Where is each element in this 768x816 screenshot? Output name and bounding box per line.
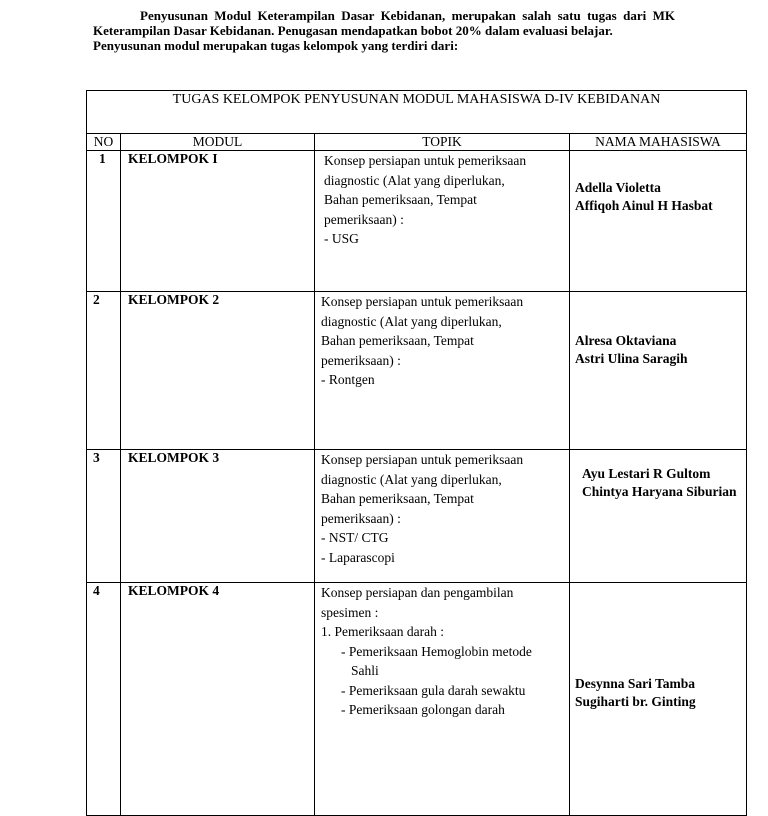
header-modul: MODUL	[121, 134, 315, 151]
header-no: NO	[87, 134, 121, 151]
topik-line: pemeriksaan) :	[321, 510, 401, 526]
student-name: Adella Violetta	[575, 180, 661, 195]
table-header-row	[87, 134, 747, 151]
row-modul: KELOMPOK 3	[121, 450, 315, 583]
row-no: 4	[87, 583, 121, 816]
topik-line: pemeriksaan) :	[321, 352, 401, 368]
topik-line: Konsep persiapan untuk pemeriksaan	[321, 452, 524, 467]
topik-bullet: - Laparascopi	[321, 549, 395, 565]
row-nama	[570, 583, 747, 816]
row-topik	[315, 583, 570, 816]
topik-line: diagnostic (Alat yang diperlukan,	[321, 471, 502, 487]
student-name: Ayu Lestari R Gultom	[582, 466, 711, 481]
table-row	[87, 151, 747, 292]
topik-line: spesimen :	[321, 604, 379, 620]
table-row	[87, 450, 747, 583]
student-name: Affiqoh Ainul H Hasbat	[575, 198, 713, 213]
table-title: TUGAS KELOMPOK PENYUSUNAN MODUL MAHASISWA D-IV KEBIDANAN	[172, 92, 661, 107]
topik-line: Bahan pemeriksaan, Tempat	[321, 333, 474, 348]
topik-subitem: - Pemeriksaan Hemoglobin metode	[341, 643, 532, 659]
topik-line: diagnostic (Alat yang diperlukan,	[324, 172, 505, 188]
header-nama: NAMA MAHASISWA	[570, 134, 747, 151]
row-topik	[315, 151, 570, 292]
header-topik: TOPIK	[315, 134, 570, 151]
intro-line: Penyusunan modul merupakan tugas kelompok yang terdiri dari:	[93, 38, 459, 53]
row-no: 1	[87, 151, 121, 292]
assignment-table	[86, 90, 747, 816]
row-modul: KELOMPOK I	[121, 151, 315, 292]
student-name: Chintya Haryana Siburian	[582, 484, 737, 499]
student-name: Desynna Sari Tamba	[575, 676, 696, 691]
table-title-cell	[87, 91, 747, 134]
row-nama	[570, 151, 747, 292]
intro-text	[93, 8, 675, 53]
topik-bullet: - NST/ CTG	[321, 530, 389, 545]
table-row	[87, 583, 747, 816]
topik-bullet: - USG	[324, 231, 359, 246]
student-name: Alresa Oktaviana	[575, 333, 677, 348]
topik-line: pemeriksaan) :	[324, 211, 404, 227]
topik-line: Bahan pemeriksaan, Tempat	[324, 192, 477, 207]
row-modul: KELOMPOK 4	[121, 583, 315, 816]
topik-line: diagnostic (Alat yang diperlukan,	[321, 313, 502, 329]
table-row	[87, 292, 747, 450]
row-nama	[570, 450, 747, 583]
topik-line: Konsep persiapan untuk pemeriksaan	[321, 294, 524, 309]
topik-numbered-item: 1. Pemeriksaan darah :	[321, 624, 444, 639]
topik-subitem: - Pemeriksaan golongan darah	[341, 702, 505, 717]
student-name: Sugiharti br. Ginting	[575, 694, 696, 709]
topik-bullet: - Rontgen	[321, 372, 375, 387]
row-nama	[570, 292, 747, 450]
topik-line: Konsep persiapan dan pengambilan	[321, 585, 514, 600]
topik-subitem: - Pemeriksaan gula darah sewaktu	[341, 682, 526, 698]
topik-line: Bahan pemeriksaan, Tempat	[321, 491, 474, 506]
intro-paragraph: Penyusunan Modul Keterampilan Dasar Kebidanan, merupakan salah satu tugas dari MK Keterampilan Dasar Kebidanan. Penugasan mendapatkan bobot 20% dalam evaluasi belajar.	[93, 8, 675, 38]
topik-line: Konsep persiapan untuk pemeriksaan	[324, 153, 527, 168]
row-no: 3	[87, 450, 121, 583]
row-topik	[315, 450, 570, 583]
student-name: Astri Ulina Saragih	[575, 351, 688, 366]
row-modul: KELOMPOK 2	[121, 292, 315, 450]
row-no: 2	[87, 292, 121, 450]
row-topik	[315, 292, 570, 450]
topik-subitem: Sahli	[351, 663, 379, 678]
